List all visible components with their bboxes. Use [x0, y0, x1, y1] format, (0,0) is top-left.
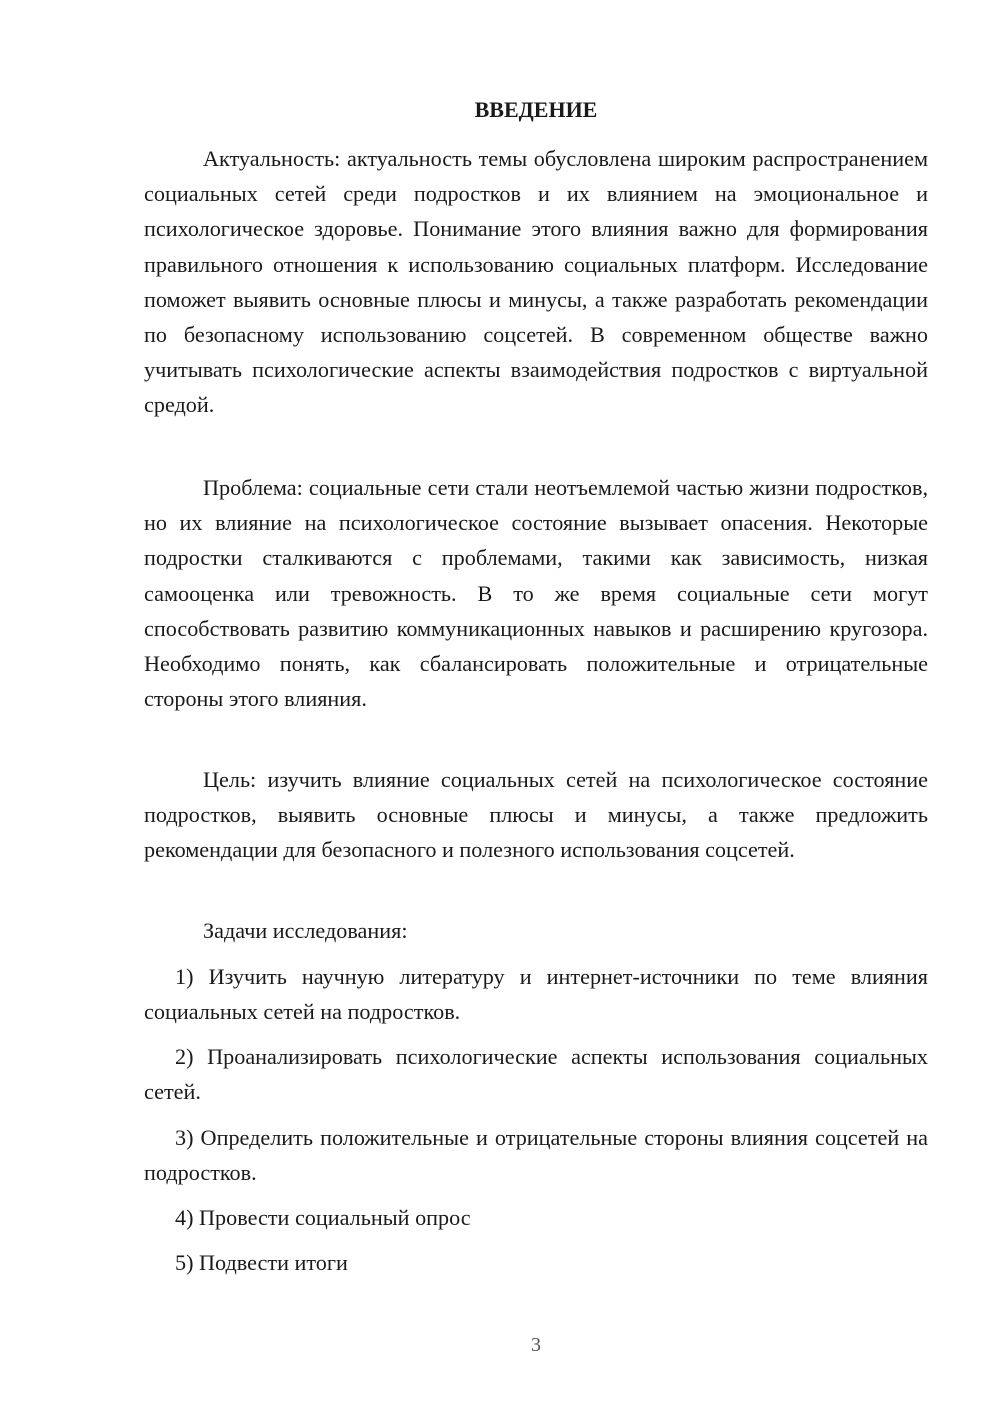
paragraph-goal: Цель: изучить влияние социальных сетей на психологическое состояние подростков, выявить основные плюсы и минусы, а также предложить рекомендации для безопасного и полезного использования соцсетей.: [144, 767, 928, 863]
task-item-3: 3) Определить положительные и отрицательные стороны влияния соцсетей на подростков.: [144, 1125, 928, 1186]
document-page: [144, 0, 928, 1414]
task-item-1: 1) Изучить научную литературу и интернет-источники по теме влияния социальных сетей на подростков.: [144, 964, 928, 1025]
tasks-heading: Задачи исследования:: [203, 918, 408, 943]
task-item-4: 4) Провести социальный опрос: [175, 1205, 471, 1230]
task-item-5: 5) Подвести итоги: [175, 1250, 348, 1275]
paragraph-relevance: Актуальность: актуальность темы обусловлена широким распространением социальных сетей среди подростков и их влиянием на эмоциональное и психологическое здоровье. Понимание этого влияния важно для формирования правильного отношения к использованию социальных платформ. Исследование поможет выявить основные плюсы и минусы, а также разработать рекомендации по безопасному использованию соцсетей. В современном обществе важно учитывать психологические аспекты взаимодействия подростков с виртуальной средой.: [144, 146, 928, 418]
paragraph-problem: Проблема: социальные сети стали неотъемлемой частью жизни подростков, но их влияние на психологическое состояние вызывает опасения. Некоторые подростки сталкиваются с проблемами, такими как зависимость, низкая самооценка или тревожность. В то же время социальные сети могут способствовать развитию коммуникационных навыков и расширению кругозора. Необходимо понять, как сбалансировать положительные и отрицательные стороны этого влияния.: [144, 475, 928, 712]
task-item-2: 2) Проанализировать психологические аспекты использования социальных сетей.: [144, 1044, 928, 1105]
page-number: 3: [531, 1334, 541, 1356]
page-title: ВВЕДЕНИЕ: [474, 97, 598, 122]
